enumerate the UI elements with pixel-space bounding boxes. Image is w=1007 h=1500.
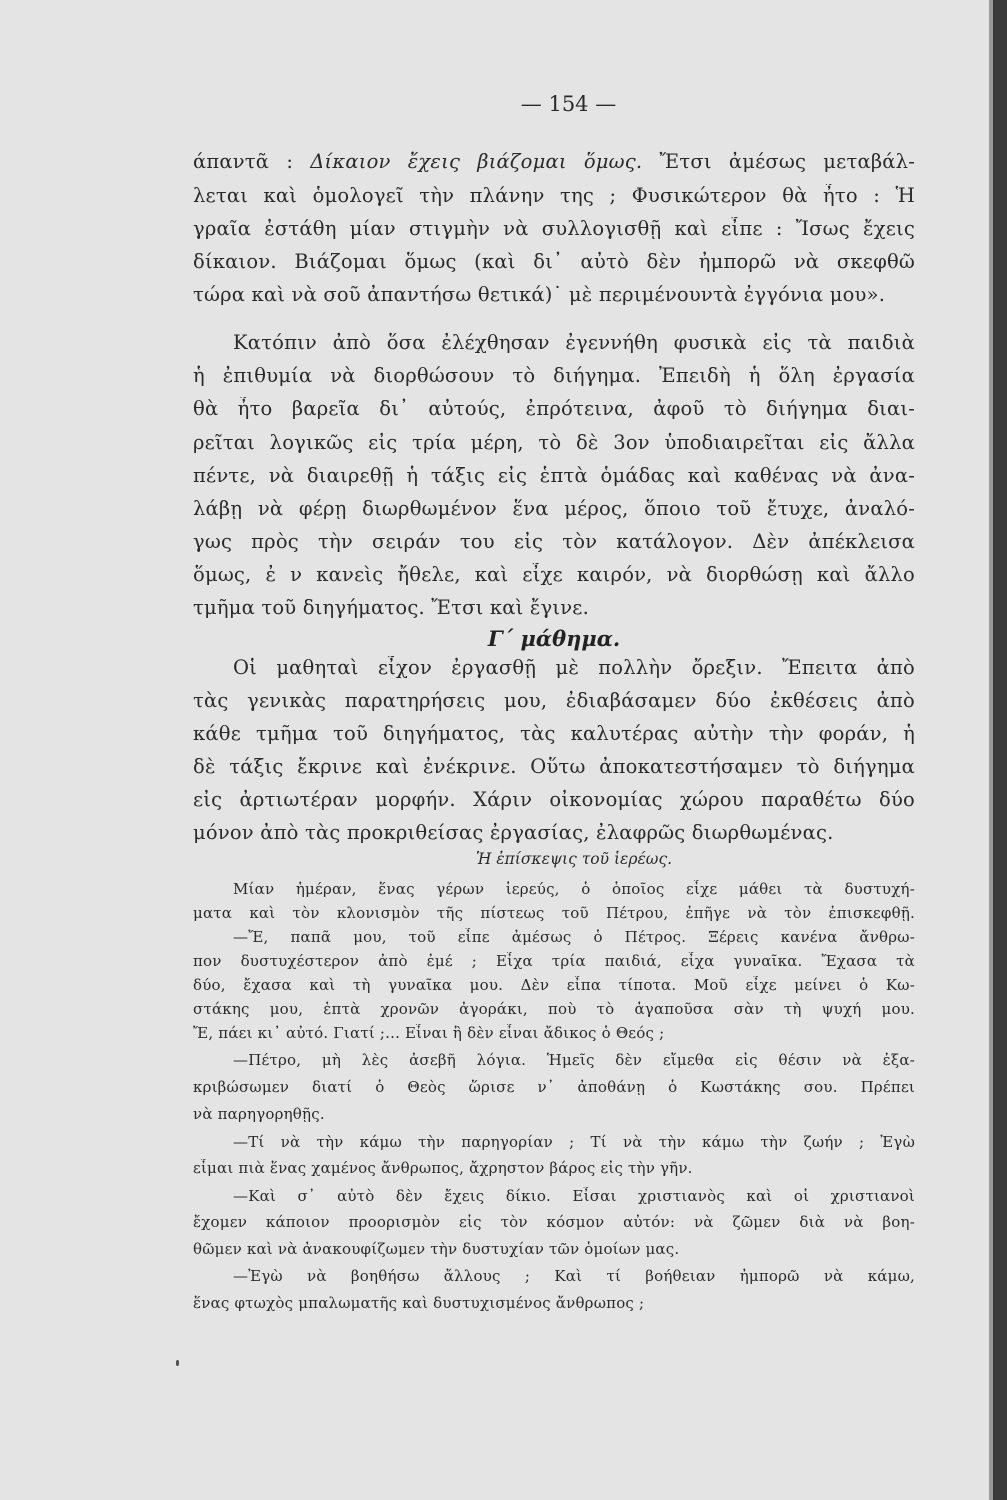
paragraph2-line7: γως πρὸς τὴν σειράν του εἰς τὸν κατάλογον. Δὲν ἀπέκλεισα bbox=[193, 530, 915, 553]
paragraph2-line1: Κατόπιν ἀπὸ ὅσα ἐλέχθησαν ἐγεννήθη φυσικὰ εἰς τὰ παιδιὰ bbox=[233, 331, 915, 354]
story-line: νὰ παρηγορηθῇς. bbox=[193, 1105, 325, 1123]
story-line: —Καὶ σ᾿ αὐτὸ δὲν ἔχεις δίκιο. Εἶσαι χριστιανὸς καὶ οἱ χριστιανοὶ bbox=[233, 1187, 915, 1205]
paragraph3-line6: μόνον ἀπὸ τὰς προκριθείσας ἐργασίας, ἐλαφρῶς διωρθωμένας. bbox=[193, 821, 834, 844]
story-line: θῶμεν καὶ νὰ ἀνακουφίζωμεν τὴν δυστυχίαν τῶν ὁμοίων μας. bbox=[193, 1240, 680, 1258]
story-line: Μίαν ἡμέραν, ἕνας γέρων ἱερεύς, ὁ ὁποῖος εἶχε μάθει τὰ δυστυχή- bbox=[233, 880, 915, 898]
paragraph1-line1 bbox=[193, 150, 915, 173]
story-line: ματα καὶ τὸν κλονισμὸν τῆς πίστεως τοῦ Πέτρου, ἐπῆγε νὰ τὸν ἐπισκεφθῇ. bbox=[193, 904, 915, 922]
paragraph2-line6: λάβῃ νὰ φέρῃ διωρθωμένον ἕνα μέρος, ὅποιο τοῦ ἔτυχε, ἀναλό- bbox=[193, 497, 915, 520]
story-line: εἶμαι πιὰ ἕνας χαμένος ἄνθρωπος, ἄχρηστον βάρος εἰς τὴν γῆν. bbox=[193, 1159, 693, 1177]
story-line: —Τί νὰ τὴν κάμω τὴν παρηγορίαν ; Τί νὰ τὴν κάμω τὴν ζωήν ; Ἐγὼ bbox=[233, 1133, 915, 1151]
story-line: —Πέτρο, μὴ λὲς ἀσεβῆ λόγια. Ἡμεῖς δὲν εἴμεθα εἰς θέσιν νὰ ἐξα- bbox=[233, 1051, 915, 1069]
page-number: — 154 — bbox=[520, 92, 617, 116]
paragraph2-line4: ρεῖται λογικῶς εἰς τρία μέρη, τὸ δὲ 3ον ὑποδιαιρεῖται εἰς ἄλλα bbox=[193, 431, 915, 454]
paragraph1-line2: λεται καὶ ὁμολογεῖ τὴν πλάνην της ; Φυσικώτερον θὰ ἦτο : Ἡ bbox=[193, 184, 915, 207]
paragraph3-line4: δὲ τάξις ἔκρινε καὶ ἐνέκρινε. Οὕτω ἀποκατεστήσαμεν τὸ διήγημα bbox=[193, 755, 915, 778]
story-line: Ἔ, πάει κι᾿ αὐτό. Γιατί ;... Εἶναι ἢ δὲν εἶναι ἄδικος ὁ Θεός ; bbox=[193, 1024, 665, 1042]
story-line: ἕνας φτωχὸς μπαλωματῆς καὶ δυστυχισμένος ἄνθρωπος ; bbox=[193, 1294, 645, 1312]
paragraph1-line4: δίκαιον. Βιάζομαι ὅμως (καὶ δι᾿ αὐτὸ δὲν ἠμπορῶ νὰ σκεφθῶ bbox=[193, 250, 915, 273]
italic-quote: Δίκαιον ἔχεις βιάζομαι ὅμως. bbox=[310, 150, 643, 173]
paragraph1-line3: γραῖα ἐστάθη μίαν στιγμὴν νὰ συλλογισθῇ καὶ εἶπε : Ἴσως ἔχεις bbox=[193, 217, 915, 240]
story-line: κριβώσωμεν διατί ὁ Θεὸς ὥρισε ν᾿ ἀποθάνῃ ὁ Κωστάκης σου. Πρέπει bbox=[193, 1078, 915, 1096]
paragraph1-line5: τώρα καὶ νὰ σοῦ ἀπαντήσω θετικά)˙ μὲ περιμένουντὰ ἐγγόνια μου». bbox=[193, 283, 886, 306]
story-line: πον δυστυχέστερον ἀπὸ ἐμέ ; Εἶχα τρία παιδιά, εἶχα γυναῖκα. Ἔχασα τὰ bbox=[193, 952, 915, 970]
paragraph2-line9: τμῆμα τοῦ διηγήματος. Ἔτσι καὶ ἔγινε. bbox=[193, 596, 589, 619]
story-line: —Ἔ, παπᾶ μου, τοῦ εἶπε ἀμέσως ὁ Πέτρος. Ξέρεις κανένα ἄνθρω- bbox=[233, 928, 915, 946]
paragraph2-line3: θὰ ἦτο βαρεῖα δι᾿ αὐτούς, ἐπρότεινα, ἀφοῦ τὸ διήγημα διαι- bbox=[193, 397, 915, 420]
paragraph2-line8: ὅμως, ἐ ν κανεὶς ἤθελε, καὶ εἶχε καιρόν, νὰ διορθώσῃ καὶ ἄλλο bbox=[193, 563, 915, 586]
paragraph3-line5: εἰς ἀρτιωτέραν μορφήν. Χάριν οἰκονομίας χώρου παραθέτω δύο bbox=[193, 788, 915, 811]
paragraph3-line1: Οἱ μαθηταὶ εἶχον ἐργασθῇ μὲ πολλὴν ὄρεξιν. Ἔπειτα ἀπὸ bbox=[233, 656, 915, 679]
page-edge bbox=[993, 0, 1007, 1500]
story-line: —Ἐγὼ νὰ βοηθήσω ἄλλους ; Καὶ τί βοήθειαν ἠμπορῶ νὰ κάμω, bbox=[233, 1267, 915, 1285]
paragraph3-line3: κάθε τμῆμα τοῦ διηγήματος, τὰς καλυτέρας αὐτὴν τὴν φοράν, ἡ bbox=[193, 722, 915, 745]
paragraph2-line2: ἡ ἐπιθυμία νὰ διορθώσουν τὸ διήγημα. Ἐπειδὴ ἡ ὅλη ἐργασία bbox=[193, 364, 915, 387]
story-line: ἔχομεν κάποιον προορισμὸν εἰς τὸν κόσμον αὐτόν: νὰ ζῶμεν διὰ νὰ βοη- bbox=[193, 1213, 915, 1231]
text-fragment: Ἔτσι ἀμέσως μεταβάλ- bbox=[642, 150, 915, 173]
section-heading: Γ΄ μάθημα. bbox=[487, 626, 621, 651]
paragraph2-line5: πέντε, νὰ διαιρεθῇ ἡ τάξις εἰς ἑπτὰ ὁμάδας καὶ καθένας νὰ ἀνα- bbox=[193, 464, 915, 487]
paragraph3-line2: τὰς γενικὰς παρατηρήσεις μου, ἐδιαβάσαμεν δύο ἐκθέσεις ἀπὸ bbox=[193, 689, 915, 712]
story-title: Ἡ ἐπίσκεψις τοῦ ἱερέως. bbox=[475, 850, 673, 868]
text-fragment: άπαντᾶ : bbox=[193, 150, 311, 173]
story-line: στάκης μου, ἑπτὰ χρονῶν ἀγοράκι, ποὺ τὸ ἀγαποῦσα σὰν τὴ ψυχή μου. bbox=[193, 1000, 915, 1018]
story-line: δύο, ἔχασα καὶ τὴ γυναῖκα μου. Δὲν εἶπα τίποτα. Μοῦ εἶχε μείνει ὁ Κω- bbox=[193, 976, 915, 994]
ink-speck bbox=[176, 1360, 179, 1366]
